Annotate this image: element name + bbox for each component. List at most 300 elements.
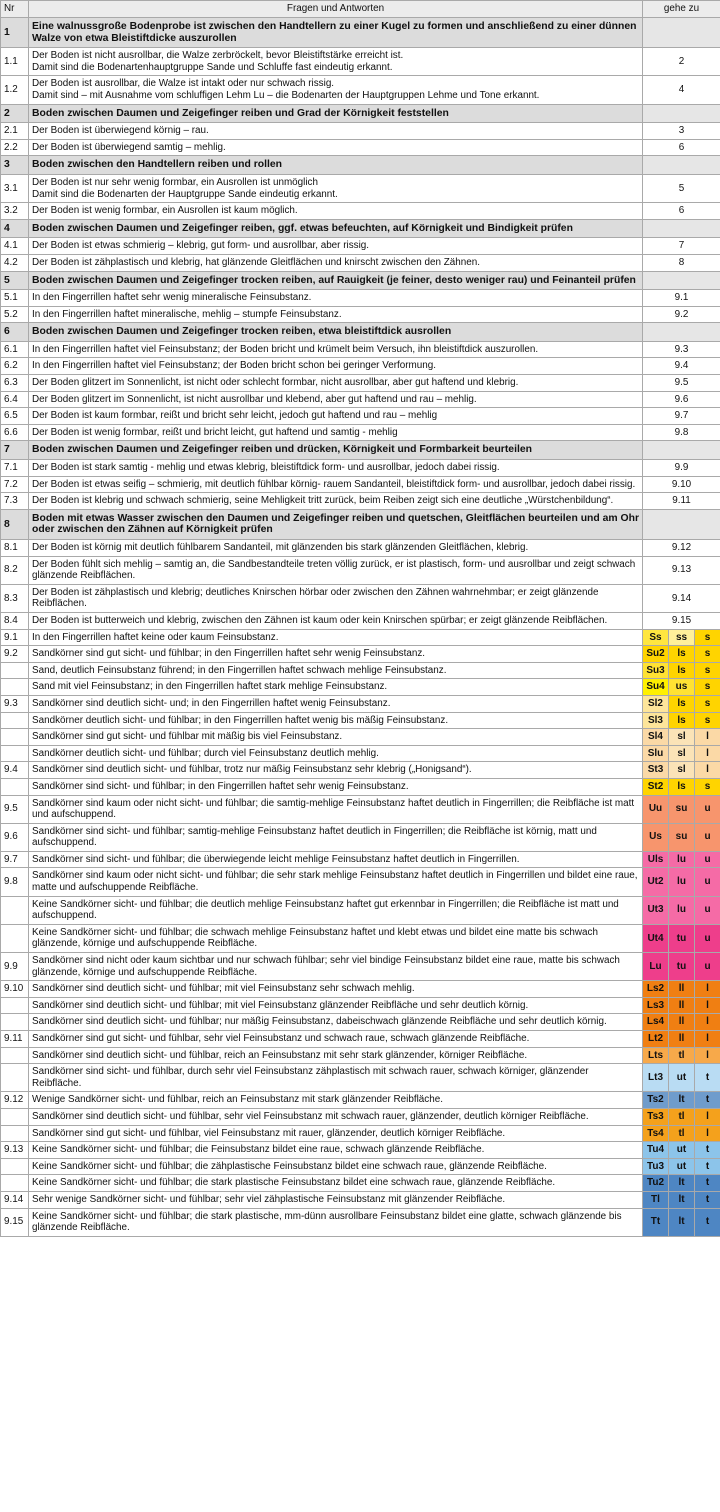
row-number <box>1 662 29 679</box>
row-number <box>1 778 29 795</box>
row-number <box>1 1175 29 1192</box>
text-line: Der Boden ist kaum formbar, reißt und bricht sehr leicht, jedoch gut haftend und rau – mehlig <box>32 410 438 422</box>
row-text <box>29 868 643 896</box>
result-row <box>1 662 720 679</box>
soil-group: ls <box>669 695 695 712</box>
row-number <box>1 1158 29 1175</box>
row-number <box>1 1125 29 1142</box>
row-text <box>29 476 643 493</box>
soil-group: lt <box>669 1191 695 1208</box>
soil-code: Sl2 <box>643 695 669 712</box>
row-text <box>29 540 643 557</box>
row-number: 2 <box>1 104 29 123</box>
row-number: 6.2 <box>1 358 29 375</box>
row-text <box>29 1208 643 1236</box>
table-row <box>1 139 720 156</box>
text-line: Damit sind die Bodenarten der Hauptgruppe Sande eindeutig erkannt. <box>32 188 338 200</box>
section-row <box>1 441 720 460</box>
soil-main-group: u <box>695 868 720 896</box>
row-number: 9.1 <box>1 629 29 646</box>
row-text <box>29 896 643 924</box>
text-line: Keine Sandkörner sicht- und fühlbar; die zähplastische Feinsubstanz bildet eine schwach raue, glänzende Reibfläche. <box>32 1160 547 1172</box>
row-number: 8.2 <box>1 556 29 584</box>
row-number: 9.5 <box>1 795 29 823</box>
row-number <box>1 924 29 952</box>
table-row <box>1 341 720 358</box>
soil-code: Tl <box>643 1191 669 1208</box>
text-line: In den Fingerrillen haftet viel Feinsubstanz; der Boden bricht schon bei geringer Verformung. <box>32 360 437 372</box>
goto-target: 9.4 <box>643 358 720 375</box>
row-text <box>29 997 643 1014</box>
goto-target: 9.3 <box>643 341 720 358</box>
text-line: Der Boden ist zähplastisch und klebrig; deutliches Knirschen hörbar oder zwischen den Zähnen wahrnehmbar; er zeigt glänzende Reibflächen. <box>32 586 599 610</box>
row-text <box>29 823 643 851</box>
goto-target <box>643 323 720 342</box>
goto-target: 9.6 <box>643 391 720 408</box>
table-row <box>1 584 720 612</box>
table-row <box>1 493 720 510</box>
soil-group: su <box>669 795 695 823</box>
goto-target <box>643 441 720 460</box>
soil-group: tl <box>669 1125 695 1142</box>
soil-group: ls <box>669 712 695 729</box>
result-row <box>1 1191 720 1208</box>
section-title <box>29 509 643 539</box>
result-row <box>1 1064 720 1092</box>
row-text <box>29 203 643 220</box>
row-number: 3.2 <box>1 203 29 220</box>
row-number: 9.3 <box>1 695 29 712</box>
soil-code: Us <box>643 823 669 851</box>
goto-target: 3 <box>643 123 720 140</box>
table-row <box>1 476 720 493</box>
row-number <box>1 997 29 1014</box>
section-title <box>29 156 643 175</box>
row-number: 3.1 <box>1 174 29 202</box>
text-line: Sandkörner sind deutlich sicht- und fühlbar; mit viel Feinsubstanz sehr schwach mehlig. <box>32 983 415 995</box>
result-row <box>1 1047 720 1064</box>
text-line: In den Fingerrillen haftet viel Feinsubstanz; der Boden bricht und krümelt beim Versuch, ihn bleistiftdick auszurollen. <box>32 343 539 355</box>
goto-target: 4 <box>643 76 720 104</box>
soil-group: lt <box>669 1208 695 1236</box>
row-number <box>1 679 29 696</box>
result-row <box>1 762 720 779</box>
row-text <box>29 1191 643 1208</box>
section-row <box>1 271 720 290</box>
result-row <box>1 695 720 712</box>
goto-target: 9.10 <box>643 476 720 493</box>
soil-group: tl <box>669 1047 695 1064</box>
result-row <box>1 1092 720 1109</box>
table-row <box>1 358 720 375</box>
row-number: 9.4 <box>1 762 29 779</box>
goto-target: 9.8 <box>643 424 720 441</box>
soil-code: St3 <box>643 762 669 779</box>
result-row <box>1 729 720 746</box>
row-number <box>1 729 29 746</box>
soil-group: tu <box>669 924 695 952</box>
row-number: 2.2 <box>1 139 29 156</box>
soil-code: Lts <box>643 1047 669 1064</box>
row-text <box>29 123 643 140</box>
soil-main-group: t <box>695 1191 720 1208</box>
table-row <box>1 174 720 202</box>
result-row <box>1 1125 720 1142</box>
row-number: 9.15 <box>1 1208 29 1236</box>
text-line: Sandkörner sind deutlich sicht- und fühlbar, trotz nur mäßig Feinsubstanz sehr klebrig („Honigsand“). <box>32 764 472 776</box>
soil-main-group: s <box>695 695 720 712</box>
row-text <box>29 981 643 998</box>
soil-main-group: t <box>695 1064 720 1092</box>
row-number: 6.5 <box>1 408 29 425</box>
soil-group: ll <box>669 997 695 1014</box>
row-number: 5 <box>1 271 29 290</box>
row-text <box>29 612 643 629</box>
text-line: Sandkörner deutlich sicht- und fühlbar; in den Fingerrillen haftet wenig bis mäßig Feinsubstanz. <box>32 714 449 726</box>
soil-group: ll <box>669 1031 695 1048</box>
result-row <box>1 778 720 795</box>
row-number: 8 <box>1 509 29 539</box>
row-text <box>29 254 643 271</box>
soil-code: Ut3 <box>643 896 669 924</box>
row-text <box>29 556 643 584</box>
soil-main-group: s <box>695 778 720 795</box>
text-line: Sandkörner sind gut sicht- und fühlbar, viel Feinsubstanz mit rauer, glänzender, deutlich körniger Reibfläche. <box>32 1127 506 1139</box>
result-row <box>1 712 720 729</box>
row-number: 9.10 <box>1 981 29 998</box>
text-line: Keine Sandkörner sicht- und fühlbar; die stark plastische Feinsubstanz bildet eine schwach raue, glänzende Reibfläche. <box>32 1177 556 1189</box>
section-row <box>1 509 720 539</box>
text-line: In den Fingerrillen haftet mineralische, mehlig – stumpfe Feinsubstanz. <box>32 308 342 320</box>
row-number <box>1 1047 29 1064</box>
row-text <box>29 1031 643 1048</box>
table-row <box>1 612 720 629</box>
goto-target: 2 <box>643 48 720 76</box>
row-text <box>29 391 643 408</box>
soil-group: tu <box>669 953 695 981</box>
text-line: Damit sind die Bodenartenhauptgruppe Sande und Schluffe fast eindeutig erkannt. <box>32 61 393 73</box>
text-line: Sandkörner sind gut sicht- und fühlbar mit mäßig bis viel Feinsubstanz. <box>32 731 343 743</box>
soil-code: Ls4 <box>643 1014 669 1031</box>
result-row <box>1 795 720 823</box>
text-line: Der Boden ist wenig formbar, ein Ausrollen ist kaum möglich. <box>32 205 298 217</box>
soil-code: Ls2 <box>643 981 669 998</box>
section-title <box>29 104 643 123</box>
soil-code: Su2 <box>643 646 669 663</box>
row-text <box>29 1092 643 1109</box>
soil-main-group: s <box>695 679 720 696</box>
goto-target <box>643 509 720 539</box>
row-number: 7.2 <box>1 476 29 493</box>
row-number <box>1 745 29 762</box>
soil-group: su <box>669 823 695 851</box>
row-text <box>29 1064 643 1092</box>
table-row <box>1 391 720 408</box>
text-line: Sandkörner sind deutlich sicht- und fühlbar, reich an Feinsubstanz mit sehr stark glänzender, körniger Reibfläche. <box>32 1049 528 1061</box>
soil-code: St2 <box>643 778 669 795</box>
soil-main-group: l <box>695 997 720 1014</box>
goto-target: 9.15 <box>643 612 720 629</box>
soil-group: us <box>669 679 695 696</box>
goto-target: 5 <box>643 174 720 202</box>
row-text <box>29 139 643 156</box>
text-line: Der Boden ist wenig formbar, reißt und bricht leicht, gut haftend und samtig - mehlig <box>32 426 398 438</box>
row-number: 5.1 <box>1 290 29 307</box>
result-row <box>1 997 720 1014</box>
text-line: Boden zwischen Daumen und Zeigefinger trocken reiben, auf Rauigkeit (je feiner, desto weniger rau) und Feinanteil prüfen <box>32 274 636 286</box>
text-line: Sandkörner sind sicht- und fühlbar; in den Fingerrillen haftet sehr wenig Feinsubstanz. <box>32 780 409 792</box>
section-row <box>1 18 720 48</box>
row-number <box>1 896 29 924</box>
header-row <box>1 1 720 18</box>
soil-main-group: t <box>695 1208 720 1236</box>
table-row <box>1 48 720 76</box>
soil-group: ls <box>669 662 695 679</box>
text-line: Der Boden glitzert im Sonnenlicht, ist nicht ausrollbar und klebend, aber gut haftend und rau – mehlig. <box>32 393 477 405</box>
section-row <box>1 104 720 123</box>
table-row <box>1 254 720 271</box>
goto-target <box>643 104 720 123</box>
row-number: 9.13 <box>1 1142 29 1159</box>
row-text <box>29 1108 643 1125</box>
table-row <box>1 76 720 104</box>
row-text <box>29 48 643 76</box>
result-row <box>1 823 720 851</box>
result-row <box>1 745 720 762</box>
row-number: 9.12 <box>1 1092 29 1109</box>
soil-group: ss <box>669 629 695 646</box>
soil-group: ut <box>669 1158 695 1175</box>
row-text <box>29 408 643 425</box>
row-text <box>29 238 643 255</box>
soil-main-group: t <box>695 1092 720 1109</box>
goto-target <box>643 219 720 238</box>
row-number: 4.2 <box>1 254 29 271</box>
row-text <box>29 1158 643 1175</box>
row-text <box>29 745 643 762</box>
row-number: 4 <box>1 219 29 238</box>
text-line: Der Boden fühlt sich mehlig – samtig an, die Sandbestandteile treten völlig zurück, er ist plastisch, form- und ausrollbar und zeigt schwach glänzende Reibflächen. <box>32 558 636 582</box>
row-number: 1 <box>1 18 29 48</box>
text-line: Sandkörner deutlich sicht- und fühlbar; durch viel Feinsubstanz deutlich mehlig. <box>32 747 379 759</box>
soil-group: sl <box>669 745 695 762</box>
row-text <box>29 1175 643 1192</box>
text-line: Boden zwischen Daumen und Zeigefinger reiben und Grad der Körnigkeit feststellen <box>32 107 449 119</box>
soil-code: Lt2 <box>643 1031 669 1048</box>
text-line: Keine Sandkörner sicht- und fühlbar; die schwach mehlige Feinsubstanz haftet und klebt etwas und bildet eine matte bis schwach glänzende, körnige und aufschuppende Reibfläche. <box>32 926 598 950</box>
section-row <box>1 219 720 238</box>
row-number: 8.4 <box>1 612 29 629</box>
soil-main-group: u <box>695 896 720 924</box>
text-line: Wenige Sandkörner sicht- und fühlbar, reich an Feinsubstanz mit stark glänzender Reibfläche. <box>32 1094 443 1106</box>
row-text <box>29 460 643 477</box>
text-line: Der Boden ist ausrollbar, die Walze ist intakt oder nur schwach rissig. <box>32 78 335 90</box>
soil-main-group: s <box>695 629 720 646</box>
row-number: 6.4 <box>1 391 29 408</box>
result-row <box>1 1014 720 1031</box>
goto-target: 9.13 <box>643 556 720 584</box>
row-text <box>29 76 643 104</box>
row-text <box>29 646 643 663</box>
row-number: 9.6 <box>1 823 29 851</box>
result-row <box>1 981 720 998</box>
goto-target: 8 <box>643 254 720 271</box>
result-row <box>1 1108 720 1125</box>
soil-main-group: u <box>695 953 720 981</box>
soil-group: ll <box>669 981 695 998</box>
text-line: Sandkörner sind sicht- und fühlbar; die überwiegende leicht mehlige Feinsubstanz haftet deutlich in Fingerrillen. <box>32 853 520 865</box>
table-row <box>1 290 720 307</box>
text-line: Der Boden ist butterweich und klebrig, zwischen den Zähnen ist kaum oder kein Knirschen spürbar; er zeigt glänzende Reibflächen. <box>32 614 608 626</box>
text-line: Sand, deutlich Feinsubstanz führend; in den Fingerrillen haftet schwach mehlige Feinsubstanz. <box>32 664 447 676</box>
row-text <box>29 424 643 441</box>
result-row <box>1 629 720 646</box>
row-text <box>29 290 643 307</box>
result-row <box>1 1158 720 1175</box>
table-row <box>1 540 720 557</box>
row-number: 9.2 <box>1 646 29 663</box>
soil-group: lu <box>669 896 695 924</box>
row-number: 7 <box>1 441 29 460</box>
row-number: 1.1 <box>1 48 29 76</box>
soil-code: Sl4 <box>643 729 669 746</box>
text-line: Sand mit viel Feinsubstanz; in den Fingerrillen haftet stark mehlige Feinsubstanz. <box>32 681 388 693</box>
goto-target: 9.5 <box>643 375 720 392</box>
table-row <box>1 460 720 477</box>
row-text <box>29 306 643 323</box>
row-number: 9.11 <box>1 1031 29 1048</box>
row-number <box>1 1108 29 1125</box>
text-line: Der Boden ist überwiegend körnig – rau. <box>32 125 209 137</box>
soil-main-group: t <box>695 1175 720 1192</box>
row-text <box>29 924 643 952</box>
result-row <box>1 1175 720 1192</box>
text-line: Boden zwischen Daumen und Zeigefinger reiben, ggf. etwas befeuchten, auf Körnigkeit und Bindigkeit prüfen <box>32 222 573 234</box>
text-line: Boden mit etwas Wasser zwischen den Daumen und Zeigefinger reiben und quetschen, Gleitflächen beurteilen und am Ohr oder zwischen den Zähnen auf Körnigkeit prüfen <box>32 512 639 536</box>
soil-main-group: u <box>695 851 720 868</box>
soil-code: Lt3 <box>643 1064 669 1092</box>
row-text <box>29 1125 643 1142</box>
goto-target <box>643 271 720 290</box>
row-number: 1.2 <box>1 76 29 104</box>
result-row <box>1 679 720 696</box>
text-line: Keine Sandkörner sicht- und fühlbar; die Feinsubstanz bildet eine raue, schwach glänzende Reibfläche. <box>32 1144 485 1156</box>
soil-group: ls <box>669 646 695 663</box>
section-row <box>1 323 720 342</box>
table-row <box>1 375 720 392</box>
row-text <box>29 729 643 746</box>
soil-code: Tt <box>643 1208 669 1236</box>
soil-code: Tu4 <box>643 1142 669 1159</box>
goto-target <box>643 156 720 175</box>
result-row <box>1 1142 720 1159</box>
soil-main-group: l <box>695 1108 720 1125</box>
row-text <box>29 1142 643 1159</box>
text-line: In den Fingerrillen haftet sehr wenig mineralische Feinsubstanz. <box>32 292 312 304</box>
result-row <box>1 1031 720 1048</box>
row-text <box>29 174 643 202</box>
section-title <box>29 18 643 48</box>
text-line: Der Boden ist klebrig und schwach schmierig, seine Mehligkeit tritt zurück, beim Reiben zeigt sich eine deutliche „Würstchenbildung“. <box>32 495 614 507</box>
goto-target: 9.2 <box>643 306 720 323</box>
soil-code: Slu <box>643 745 669 762</box>
row-text <box>29 679 643 696</box>
row-number: 5.2 <box>1 306 29 323</box>
soil-code: Ss <box>643 629 669 646</box>
soil-code: Su3 <box>643 662 669 679</box>
row-text <box>29 629 643 646</box>
result-row <box>1 851 720 868</box>
soil-code: Ts2 <box>643 1092 669 1109</box>
goto-target: 9.12 <box>643 540 720 557</box>
row-number: 6 <box>1 323 29 342</box>
soil-main-group: s <box>695 712 720 729</box>
text-line: Der Boden ist nicht ausrollbar, die Walze zerbröckelt, bevor Bleistiftstärke erreicht ist. <box>32 50 404 62</box>
text-line: Der Boden ist zähplastisch und klebrig, hat glänzende Gleitflächen und knirscht zwischen den Zähnen. <box>32 256 480 268</box>
soil-main-group: s <box>695 662 720 679</box>
text-line: Der Boden ist nur sehr wenig formbar, ein Ausrollen ist unmöglich <box>32 176 318 188</box>
row-text <box>29 778 643 795</box>
header-nr: Nr <box>1 1 29 18</box>
text-line: Der Boden ist etwas seifig – schmierig, mit deutlich fühlbar körnig- rauem Sandanteil, bleistiftdick form- und ausrollbar, jedoch dabei rissig. <box>32 478 636 490</box>
section-row <box>1 156 720 175</box>
row-text <box>29 953 643 981</box>
soil-main-group: t <box>695 1158 720 1175</box>
soil-code: Sl3 <box>643 712 669 729</box>
row-number: 8.3 <box>1 584 29 612</box>
text-line: Keine Sandkörner sicht- und fühlbar; die deutlich mehlige Feinsubstanz haftet gut erkennbar in Fingerrillen; die Reibfläche ist matt und aufschuppend. <box>32 898 619 922</box>
row-number: 3 <box>1 156 29 175</box>
soil-main-group: l <box>695 1125 720 1142</box>
section-title <box>29 271 643 290</box>
table-row <box>1 424 720 441</box>
text-line: Sandkörner sind deutlich sicht- und fühlbar, sehr viel Feinsubstanz mit schwach rauer, glänzender, deutlich körniger Reibfläche. <box>32 1110 589 1122</box>
result-row <box>1 953 720 981</box>
row-number <box>1 1064 29 1092</box>
text-line: Der Boden ist körnig mit deutlich fühlbarem Sandanteil, mit glänzenden bis stark glänzenden Gleitflächen, klebrig. <box>32 542 529 553</box>
text-line: Der Boden ist etwas schmierig – klebrig, gut form- und ausrollbar, aber rissig. <box>32 240 369 252</box>
text-line: Sandkörner sind kaum oder nicht sicht- und fühlbar; die samtig-mehlige Feinsubstanz haftet deutlich in Fingerrillen; die Reibfläche ist matt und aufschuppend. <box>32 797 635 821</box>
text-line: Der Boden glitzert im Sonnenlicht, ist nicht oder schlecht formbar, nicht ausrollbar, aber gut haftend und klebrig. <box>32 377 519 389</box>
row-number: 4.1 <box>1 238 29 255</box>
soil-group: lu <box>669 851 695 868</box>
soil-main-group: u <box>695 823 720 851</box>
text-line: Sandkörner sind sicht- und fühlbar; samtig-mehlige Feinsubstanz haftet deutlich in Fingerrillen; die Reibfläche ist körnig, matt und aufschuppend. <box>32 825 597 849</box>
text-line: Boden zwischen den Handtellern reiben und rollen <box>32 159 282 171</box>
section-title <box>29 219 643 238</box>
soil-group: ll <box>669 1014 695 1031</box>
row-text <box>29 1047 643 1064</box>
text-line: Sandkörner sind gut sicht- und fühlbar, sehr viel Feinsubstanz und schwach raue, schwach glänzende Reibfläche. <box>32 1033 530 1044</box>
soil-code: Ts3 <box>643 1108 669 1125</box>
table-row <box>1 123 720 140</box>
soil-group: ut <box>669 1064 695 1092</box>
row-text <box>29 851 643 868</box>
text-line: Boden zwischen Daumen und Zeigefinger trocken reiben, etwa bleistiftdick ausrollen <box>32 326 452 338</box>
soil-code: Uu <box>643 795 669 823</box>
text-line: Keine Sandkörner sicht- und fühlbar; die stark plastische, mm-dünn ausrollbare Feinsubstanz bildet eine glatte, schwach glänzende bis glänzende Reibfläche. <box>32 1210 622 1234</box>
row-text <box>29 762 643 779</box>
soil-main-group: s <box>695 646 720 663</box>
soil-code: Su4 <box>643 679 669 696</box>
row-text <box>29 662 643 679</box>
soil-main-group: l <box>695 1031 720 1048</box>
soil-group: sl <box>669 729 695 746</box>
soil-code: Lu <box>643 953 669 981</box>
section-title <box>29 441 643 460</box>
soil-main-group: l <box>695 1047 720 1064</box>
soil-code: Ut4 <box>643 924 669 952</box>
